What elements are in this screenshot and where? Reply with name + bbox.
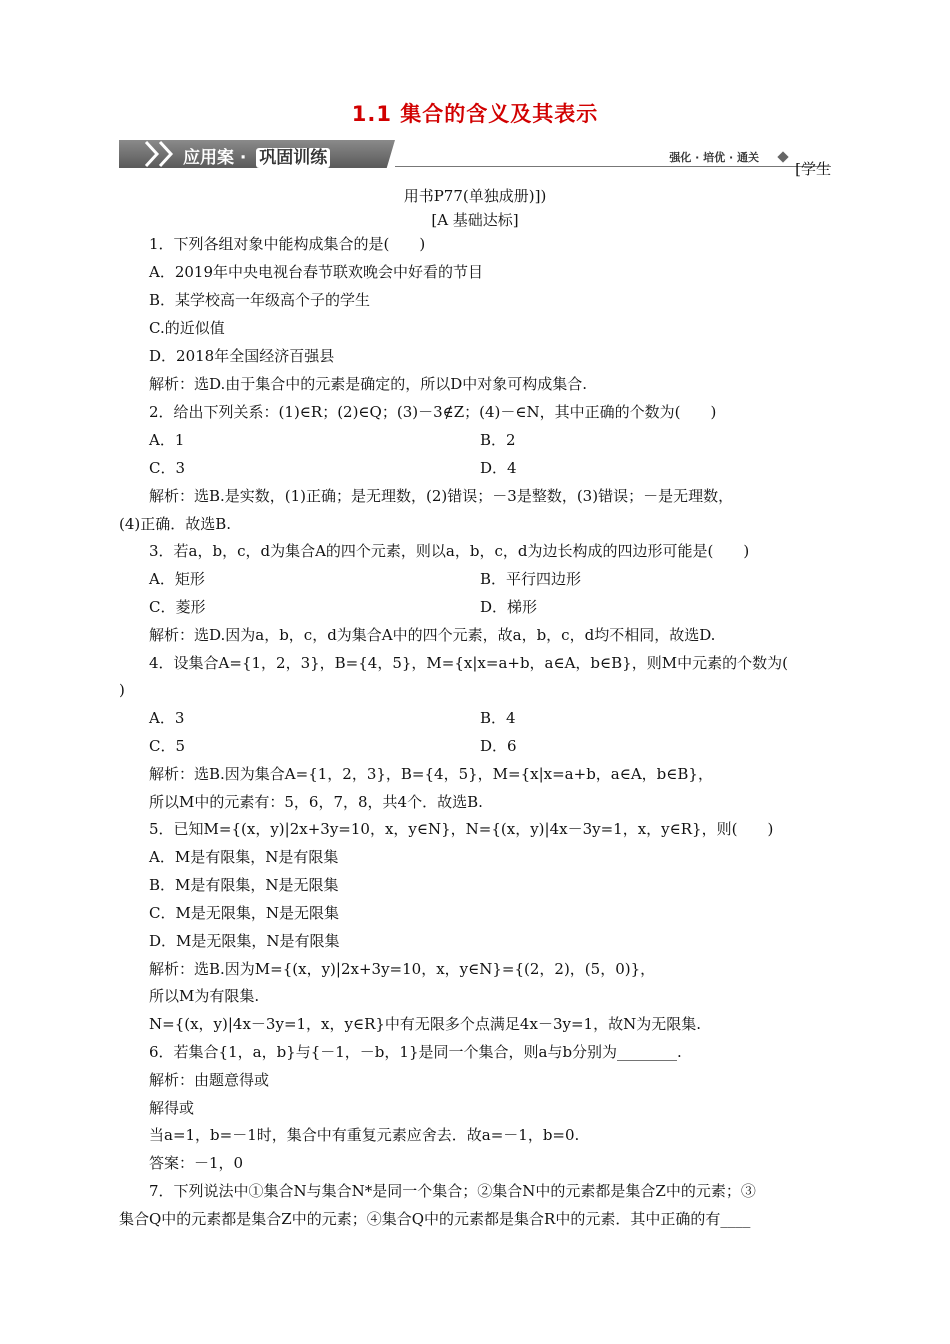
q1-option-a: A．2019年中央电视台春节联欢晚会中好看的节目 [149,263,484,281]
q1-stem: 1．下列各组对象中能构成集合的是( ) [149,235,426,253]
q3-option-c: C．菱形 [149,598,206,616]
q3-option-a: A．矩形 [149,570,205,588]
chevron-right-icon [157,140,175,168]
q5-stem: 5．已知M={(x，y)|2x+3y=10，x，y∈N}，N={(x，y)|4x－3y=1，x，y∈R}，则( ) [149,820,774,838]
q2-solution-line1: 解析：选B.是实数，(1)正确；是无理数，(2)错误；－3是整数，(3)错误；－是无理数， [149,487,734,505]
section-banner [119,140,831,178]
section-heading: [A 基础达标] [431,211,519,229]
q2-option-c: C．3 [149,459,186,477]
q2-option-b: B．2 [480,431,516,449]
q7-stem-line2: 集合Q中的元素都是集合Z中的元素；④集合Q中的元素都是集合R中的元素．其中正确的有____ [119,1210,751,1228]
banner-bracket-text: [学生 [795,160,831,178]
q6-stem: 6．若集合{1，a，b}与{－1，－b，1}是同一个集合，则a与b分别为________. [149,1043,682,1061]
banner-label [183,143,330,168]
page-title: 1.1 集合的含义及其表示 [351,102,599,126]
q1-option-d: D．2018年全国经济百强县 [149,347,335,365]
q2-option-a: A．1 [149,431,185,449]
q5-solution-line1: 解析：选B.因为M={(x，y)|2x+3y=10，x，y∈N}={(2，2)，(5，0)}， [149,960,656,978]
q3-stem: 3．若a，b，c，d为集合A的四个元素，则以a，b，c，d为边长构成的四边形可能是( ) [149,542,750,560]
q3-option-b: B．平行四边形 [480,570,582,588]
banner-tags: 强化 · 培优 · 通关 [669,151,759,164]
q4-solution-line1: 解析：选B.因为集合A={1，2，3}，B={4，5}，M={x|x=a+b，a∈A，b∈B}， [149,765,713,783]
q3-option-d: D．梯形 [480,598,538,616]
q4-stem-line1: 4．设集合A={1，2，3}，B={4，5}，M={x|x=a+b，a∈A，b∈B}，则M中元素的个数为( [149,654,788,672]
q6-solution-line2: 解得或 [149,1099,195,1117]
q3-solution: 解析：选D.因为a，b，c，d为集合A中的四个元素，故a，b，c，d均不相同，故选D. [149,626,716,644]
q4-option-b: B．4 [480,709,516,727]
q6-answer: 答案：－1，0 [149,1154,244,1172]
banner-label-highlight: 巩固训练 [256,148,330,168]
q5-option-b: B．M是有限集，N是无限集 [149,876,339,894]
q4-option-d: D．6 [480,737,517,755]
q5-option-d: D．M是无限集，N是有限集 [149,932,340,950]
q5-option-c: C．M是无限集，N是无限集 [149,904,339,922]
q5-option-a: A．M是有限集，N是有限集 [149,848,339,866]
q1-solution: 解析：选D.由于集合中的元素是确定的，所以D中对象可构成集合. [149,375,588,393]
reference-line: 用书P77(单独成册)]) [403,187,547,205]
q7-stem-line1: 7．下列说法中①集合N与集合N*是同一个集合；②集合N中的元素都是集合Z中的元素；③ [149,1182,756,1200]
q6-solution-line1: 解析：由题意得或 [149,1071,270,1089]
q5-solution-line3: N={(x，y)|4x－3y=1，x，y∈R}中有无限多个点满足4x－3y=1，故N为无限集. [149,1015,701,1033]
q5-solution-line2: 所以M为有限集. [149,987,260,1005]
q4-option-a: A．3 [149,709,185,727]
q4-option-c: C．5 [149,737,186,755]
q1-option-c: C.的近似值 [149,319,225,337]
q2-solution-line2: (4)正确．故选B. [119,515,232,533]
q2-stem: 2．给出下列关系：(1)∈R；(2)∈Q；(3)－3∉Z；(4)－∈N，其中正确的个数为( ) [149,403,717,421]
q4-solution-line2: 所以M中的元素有：5，6，7，8，共4个．故选B. [149,793,483,811]
banner-label-left: 应用案 · [183,148,253,168]
q1-option-b: B．某学校高一年级高个子的学生 [149,291,371,309]
q6-solution-line3: 当a=1，b=－1时，集合中有重复元素应舍去．故a=－1，b=0. [149,1126,580,1144]
q2-option-d: D．4 [480,459,517,477]
diamond-icon [777,151,788,162]
banner-rule [395,166,831,167]
q4-stem-line2: ) [119,681,125,699]
